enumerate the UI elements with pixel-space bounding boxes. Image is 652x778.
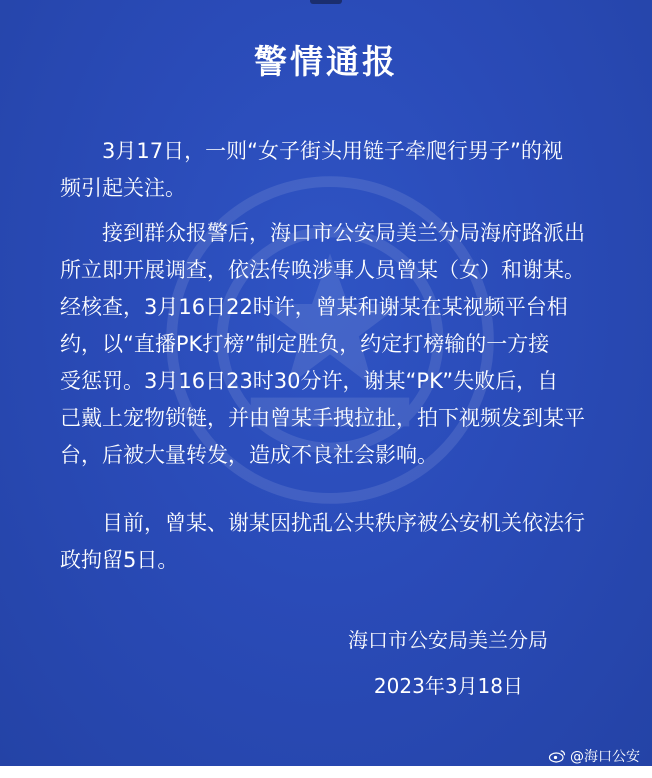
signature-organization: 海口市公安局美兰分局	[348, 628, 548, 652]
paragraph-line: 频引起关注。	[60, 176, 186, 200]
weibo-handle: @海口公安	[570, 749, 640, 765]
notice-paragraph-3	[60, 505, 600, 579]
paragraph-line: 己戴上宠物锁链，并由曾某手拽拉扯，拍下视频发到某平	[60, 406, 585, 430]
paragraph-line: 受惩罚。3月16日23时30分许，谢某“PK”失败后，自	[60, 369, 559, 393]
weibo-icon	[548, 749, 566, 763]
signature-date: 2023年3月18日	[373, 674, 523, 698]
paragraph-line: 所立即开展调查，依法传唤涉事人员曾某（女）和谢某。	[60, 258, 585, 282]
paragraph-line: 台，后被大量转发，造成不良社会影响。	[60, 443, 438, 467]
paragraph-line: 经核查，3月16日22时许，曾某和谢某在某视频平台相	[60, 295, 568, 319]
notice-paragraph-1	[60, 133, 600, 207]
paragraph-line: 目前，曾某、谢某因扰乱公共秩序被公安机关依法行	[102, 511, 585, 535]
paragraph-line: 3月17日，一则“女子街头用链子牵爬行男子”的视	[102, 139, 563, 163]
paragraph-line: 约，以“直播PK打榜”制定胜负，约定打榜输的一方接	[60, 332, 550, 356]
paragraph-line: 接到群众报警后，海口市公安局美兰分局海府路派出	[102, 221, 585, 245]
notice-paragraph-2	[60, 215, 600, 474]
notice-title: 警情通报	[254, 42, 398, 81]
top-notch	[310, 0, 342, 4]
paragraph-line: 政拘留5日。	[60, 548, 179, 572]
weibo-watermark	[548, 746, 640, 766]
